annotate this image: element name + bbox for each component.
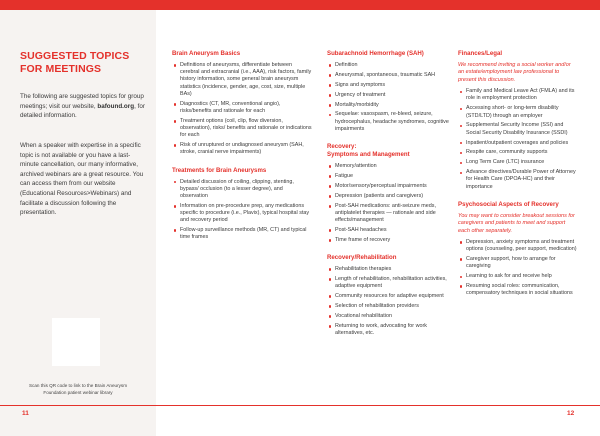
intro-text-b: , for detailed information. — [20, 102, 145, 120]
topic-list — [327, 266, 449, 337]
qr-caption: Scan this QR code to link to the Brain Aneurysm Foundation patient webinar library — [28, 383, 128, 395]
list-item: Returning to work, advocating for work alternatives, etc. — [327, 323, 449, 337]
title-line-1: SUGGESTED TOPICS — [20, 50, 130, 62]
top-accent-bar — [0, 0, 600, 10]
list-item: Family and Medical Leave Act (FMLA) and its role in employment protection — [458, 88, 578, 102]
page-number-left: 11 — [22, 410, 29, 417]
section-heading: Brain Aneurysm Basics — [172, 50, 241, 57]
list-item: Fatigue — [327, 173, 449, 180]
intro-paragraph — [20, 92, 148, 121]
list-item: Information on pre-procedure prep, any medications specific to procedure (i.e., Plavix), typical hospital stay and recovery period — [172, 203, 312, 225]
section-intro: You may want to consider breakout sessions for caregivers and patients to meet and support each other separately. — [458, 212, 575, 234]
topic-list — [172, 179, 312, 242]
section-intro: We recommend inviting a social worker and/or an estate/employment law professional to present this discussion. — [458, 62, 571, 83]
list-item: Definition — [327, 62, 449, 69]
list-item: Length of rehabilitation, rehabilitation activities, adaptive equipment — [327, 276, 449, 290]
list-item: Respite care, community supports — [458, 149, 578, 156]
list-item: Motor/sensory/perceptual impairments — [327, 183, 449, 190]
topic-list — [327, 163, 449, 244]
list-item: Diagnostics (CT, MR, conventional angio), risks/benefits and rationale for each — [172, 101, 312, 115]
column-3 — [458, 50, 578, 307]
topic-list — [458, 239, 578, 297]
list-item: Learning to ask for and receive help — [458, 273, 578, 280]
section-treatments — [172, 167, 312, 242]
list-item: Supplemental Security Income (SSI) and Social Security Disability Insurance (SSDI) — [458, 122, 578, 136]
heading-line-2: Symptoms and Management — [327, 151, 410, 159]
list-item: Vocational rehabilitation — [327, 313, 449, 320]
list-item: Rehabilitation therapies — [327, 266, 449, 273]
list-item: Treatment options (coil, clip, flow diversion, observation), risks/ benefits and rationale or indications for each — [172, 118, 312, 140]
section-recovery-symptoms — [327, 143, 449, 244]
footer-rule — [0, 405, 600, 406]
page-title — [20, 50, 150, 76]
list-item: Inpatient/outpatient coverages and policies — [458, 140, 578, 147]
section-heading: Treatments for Brain Aneurysms — [172, 166, 267, 174]
section-heading — [327, 143, 449, 159]
section-heading: Recovery/Rehabilitation — [327, 254, 397, 262]
column-1 — [172, 50, 312, 252]
list-item: Detailed discussion of coiling, clipping, stenting, bypass/ occlusion (to a lesser degree), and observation — [172, 179, 312, 201]
section-finances-legal — [458, 50, 578, 191]
list-item: Advance directives/Durable Power of Attorney for Health Care (DPOA-HC) and their importance — [458, 169, 578, 191]
list-item: Resuming social roles: communication, compensatory techniques in social situations — [458, 283, 578, 297]
list-item: Community resources for adaptive equipment — [327, 293, 449, 300]
list-item: Accessing short- or long-term disability (STD/LTD) through an employer — [458, 105, 578, 119]
section-brain-aneurysm-basics — [172, 50, 312, 157]
column-2 — [327, 50, 449, 347]
topic-list — [458, 88, 578, 191]
list-item: Aneurysmal, spontaneous, traumatic SAH — [327, 72, 449, 79]
list-item: Post-SAH headaches — [327, 227, 449, 234]
list-item: Mortality/morbidity — [327, 102, 449, 109]
topic-list — [172, 62, 312, 157]
list-item: Caregiver support, how to arrange for caregiving — [458, 256, 578, 270]
list-item: Risk of unruptured or undiagnosed aneurysm (SAH, stroke, cranial nerve impairments) — [172, 142, 312, 156]
list-item: Memory/attention — [327, 163, 449, 170]
qr-code[interactable] — [52, 318, 100, 366]
section-heading: Finances/Legal — [458, 50, 503, 57]
list-item: Post-SAH medications: anti-seizure meds, antiplatelet therapies — rationale and side effects/management — [327, 203, 449, 225]
list-item: Depression, anxiety symptoms and treatment options (counseling, peer support, medication) — [458, 239, 578, 253]
topic-list — [327, 62, 449, 133]
list-item: Signs and symptoms — [327, 82, 449, 89]
list-item: Selection of rehabilitation providers — [327, 303, 449, 310]
list-item: Urgency of treatment — [327, 92, 449, 99]
webinar-paragraph: When a speaker with expertise in a specific topic is not available or you have a last-minute cancellation, our many informative, archived webinars are a great resource. You can access them from our website (Educational Resources>Webinars) and facilitate a discussion following the presentation. — [20, 142, 144, 217]
list-item: Follow-up surveillance methods (MR, CT) and typical time frames — [172, 227, 312, 241]
page-number-right: 12 — [567, 410, 575, 417]
list-item: Sequelae: vasospasm, re-bleed, seizure, hydrocephalus, headache syndromes, cognitive impairments — [327, 111, 449, 133]
list-item: Definitions of aneurysms, differentiate between cerebral and extracranial (i.e., AAA), risk factors, family history information, some general brain aneurysm statistics (incidence, gender, age, cost, size, multiple BAs) — [172, 62, 312, 98]
section-heading: Subarachnoid Hemorrhage (SAH) — [327, 50, 424, 57]
list-item: Depression (patients and caregivers) — [327, 193, 449, 200]
list-item: Long Term Care (LTC) insurance — [458, 159, 578, 166]
website-link[interactable]: bafound.org — [97, 102, 135, 110]
list-item: Time frame of recovery — [327, 237, 449, 244]
section-rehabilitation — [327, 254, 449, 337]
intro-text-a: The following are suggested topics for group meetings; visit our website, — [20, 93, 144, 110]
heading-line-1: Recovery: — [327, 143, 357, 151]
section-heading: Psychosocial Aspects of Recovery — [458, 200, 559, 208]
section-psychosocial — [458, 201, 578, 298]
section-sah — [327, 50, 449, 133]
title-line-2: FOR MEETINGS — [20, 63, 102, 75]
